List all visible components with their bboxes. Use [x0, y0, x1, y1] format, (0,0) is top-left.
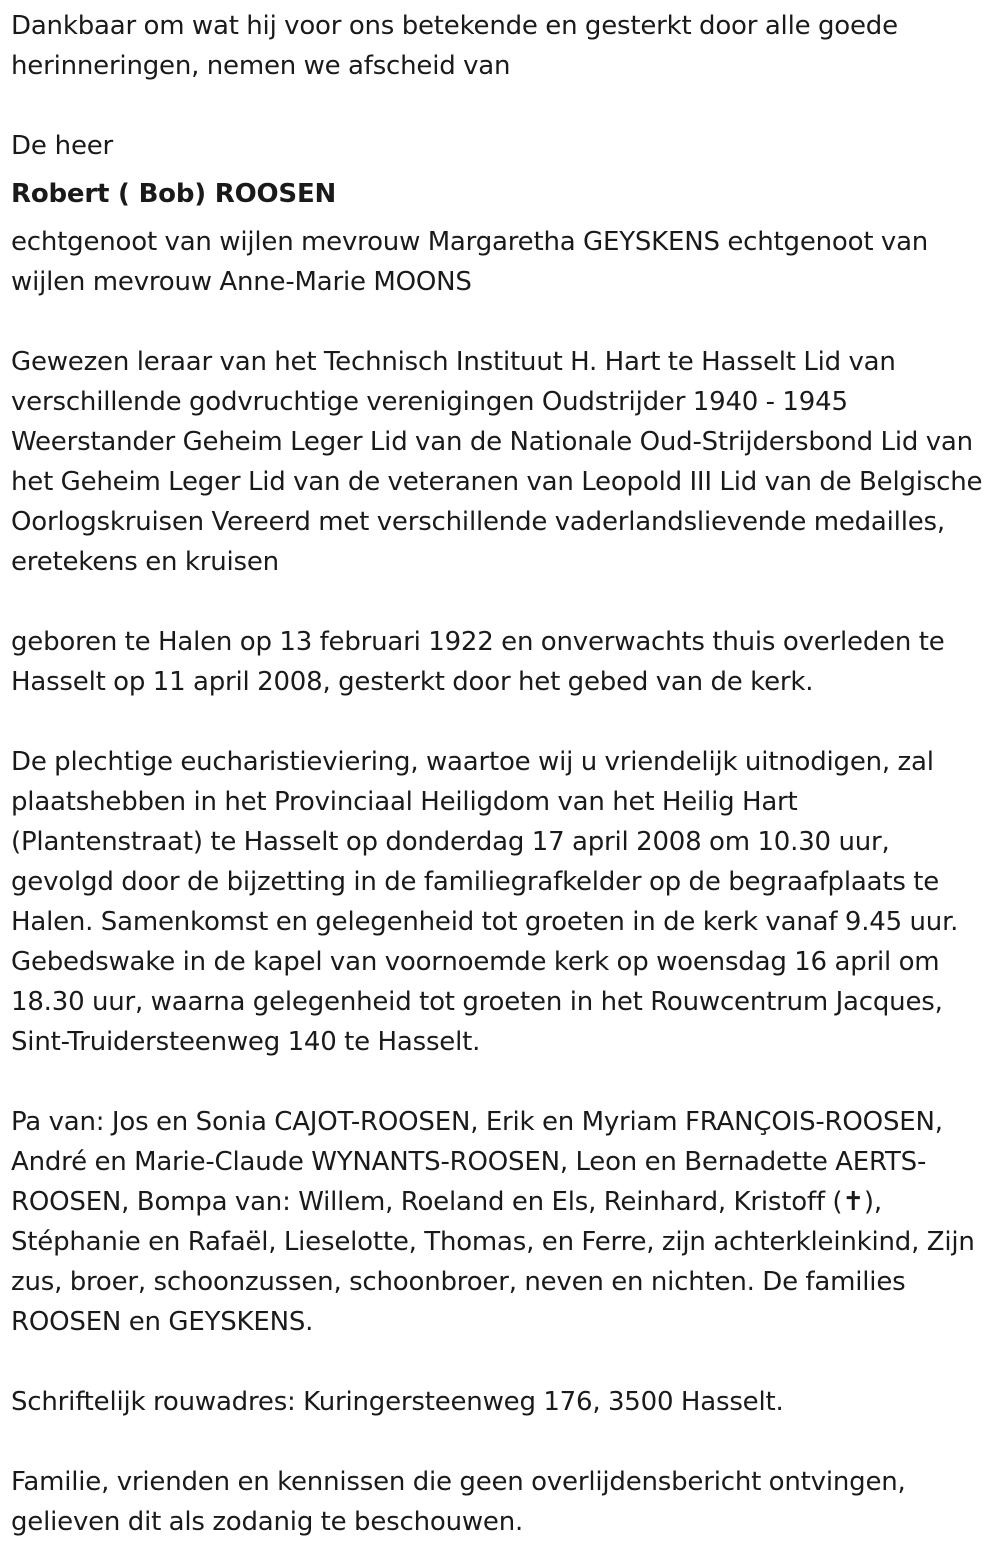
- intro-text: Dankbaar om wat hij voor ons betekende en gesterkt door alle goede herinneringen, nemen we afscheid van: [11, 11, 898, 81]
- family-text: Pa van: Jos en Sonia CAJOT-ROOSEN, Erik en Myriam FRANÇOIS-ROOSEN, André en Marie-Claude WYNANTS-ROOSEN, Leon en Bernadette AERTS-ROOSEN, Bompa van: Willem, Roeland en Els, Reinhard, Kristoff (✝), Stéphanie en Rafaël, Lieselotte, Thomas, en Ferre, zijn achterkleinkind, Zijn zus, broer, schoonzussen, schoonbroer, neven en nichten. De families ROOSEN en GEYSKENS.: [11, 1107, 975, 1337]
- birth-death-text: geboren te Halen op 13 februari 1922 en onverwachts thuis overleden te Hasselt op 11 april 2008, gesterkt door het gebed van de kerk.: [11, 627, 945, 697]
- ceremony-text: De plechtige eucharistieviering, waartoe wij u vriendelijk uitnodigen, zal plaatshebben in het Provinciaal Heiligdom van het Heilig Hart (Plantenstraat) te Hasselt op donderdag 17 april 2008 om 10.30 uur, gevolgd door de bijzetting in de familiegrafkelder op de begraafplaats te Halen. Samenkomst en gelegenheid tot groeten in de kerk vanaf 9.45 uur. Gebedswake in de kapel van voornoemde kerk op woensdag 16 april om 18.30 uur, waarna gelegenheid tot groeten in het Rouwcentrum Jacques, Sint-Truidersteenweg 140 te Hasselt.: [11, 747, 959, 1057]
- closing-text: Familie, vrienden en kennissen die geen overlijdensbericht ontvingen, gelieven dit als zodanig te beschouwen.: [11, 1467, 906, 1537]
- career-text: Gewezen leraar van het Technisch Instituut H. Hart te Hasselt Lid van verschillende godvruchtige verenigingen Oudstrijder 1940 - 1945 Weerstander Geheim Leger Lid van de Nationale Oud-Strijdersbond Lid van het Geheim Leger Lid van de veteranen van Leopold III Lid van de Belgische Oorlogskruisen Vereerd met verschillende vaderlandslievende medailles, eretekens en kruisen: [11, 347, 983, 577]
- deceased-name: Robert ( Bob) ROOSEN: [11, 179, 337, 209]
- spouses-text: echtgenoot van wijlen mevrouw Margaretha GEYSKENS echtgenoot van wijlen mevrouw Anne-Marie MOONS: [11, 227, 929, 297]
- salutation: De heer: [11, 131, 114, 161]
- address-text: Schriftelijk rouwadres: Kuringersteenweg 176, 3500 Hasselt.: [11, 1387, 784, 1417]
